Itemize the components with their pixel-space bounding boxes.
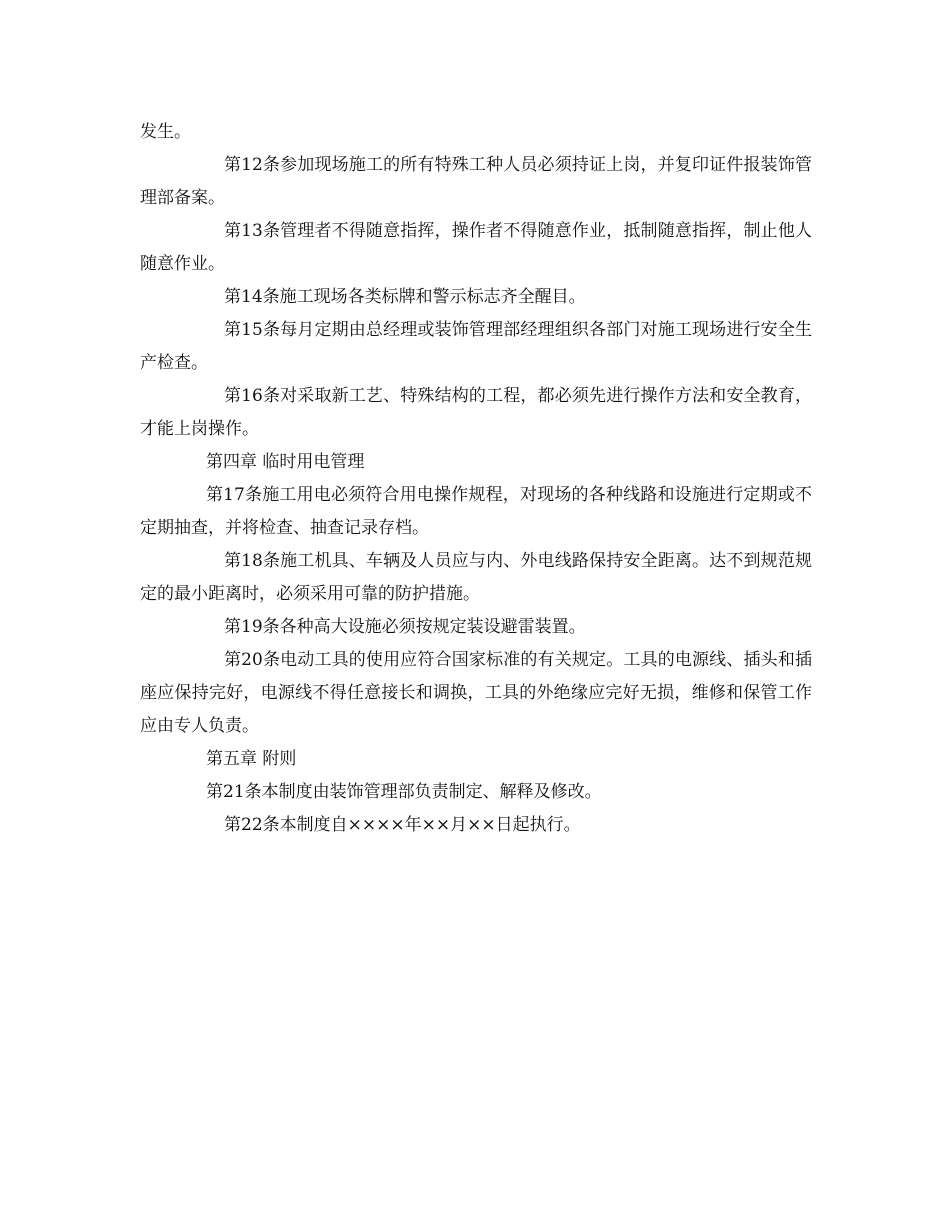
article-14: 第14条施工现场各类标牌和警示标志齐全醒目。 [224, 287, 586, 307]
chapter-4-heading: 第四章 临时用电管理 [206, 452, 365, 472]
article-20: 第20条电动工具的使用应符合国家标准的有关规定。工具的电源线、插头和插座应保持完好，电源线不得任意接长和调换，工具的外绝缘应完好无损，维修和保管工作应由专人负责。 [140, 650, 812, 736]
article-15: 第15条每月定期由总经理或装饰管理部经理组织各部门对施工现场进行安全生产检查。 [140, 320, 812, 373]
chapter-5-heading: 第五章 附则 [206, 749, 297, 769]
article-21: 第21条本制度由装饰管理部负责制定、解释及修改。 [206, 782, 602, 802]
article-13: 第13条管理者不得随意指挥，操作者不得随意作业，抵制随意指挥，制止他人随意作业。 [140, 221, 812, 274]
article-22: 第22条本制度自××××年××月××日起执行。 [224, 815, 581, 835]
article-16: 第16条对采取新工艺、特殊结构的工程，都必须先进行操作方法和安全教育，才能上岗操作。 [140, 386, 812, 439]
article-12: 第12条参加现场施工的所有特殊工种人员必须持证上岗，并复印证件报装饰管理部备案。 [140, 155, 812, 208]
article-17: 第17条施工用电必须符合用电操作规程，对现场的各种线路和设施进行定期或不定期抽查，并将检查、抽查记录存档。 [140, 485, 812, 538]
paragraph-continuation: 发生。 [140, 122, 191, 142]
document-body [140, 116, 812, 842]
article-18: 第18条施工机具、车辆及人员应与内、外电线路保持安全距离。达不到规范规定的最小距离时，必须采用可靠的防护措施。 [140, 551, 812, 604]
article-19: 第19条各种高大设施必须按规定装设避雷装置。 [224, 617, 586, 637]
